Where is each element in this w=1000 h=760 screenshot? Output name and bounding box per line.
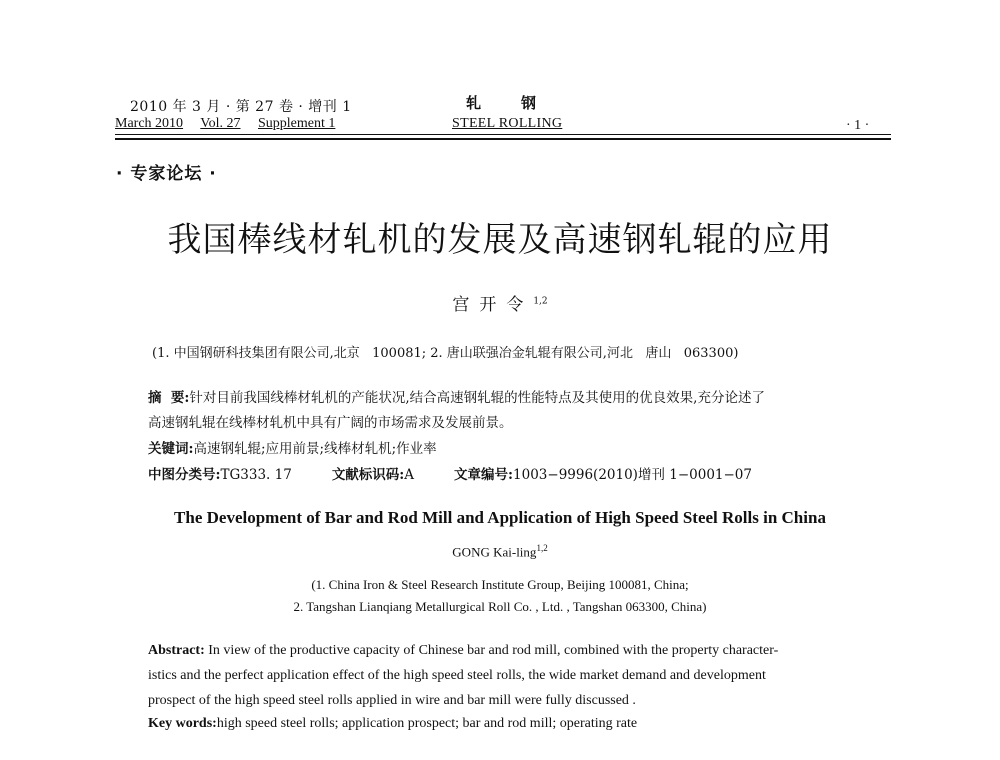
doc-code-label: 文献标识码: xyxy=(331,467,405,483)
author-en-name: GONG Kai-ling xyxy=(452,544,537,560)
article-no-label: 文章编号: xyxy=(454,467,514,483)
abstract-cn-text-1: 针对目前我国线棒材轧机的产能状况,结合高速钢轧辊的性能特点及其使用的优良效果,充分论述了 xyxy=(189,390,765,406)
paper-title-cn: 我国棒线材轧机的发展及高速钢轧辊的应用 xyxy=(167,220,833,260)
affiliation-en-line-1: (1. China Iron & Steel Research Institute Group, Beijing 100081, China; xyxy=(311,577,689,592)
keywords-en-text: high speed steel rolls; application prospect; bar and rod mill; operating rate xyxy=(216,716,638,731)
author-cn-affiliation-mark: 1,2 xyxy=(533,296,548,307)
journal-name-cn: 轧钢 xyxy=(466,94,577,112)
doc-code-value: A xyxy=(404,467,415,483)
journal-name-en: STEEL ROLLING xyxy=(452,116,563,131)
affiliation-en-line-2: 2. Tangshan Lianqiang Metallurgical Roll Co. , Ltd. , Tangshan 063300, China) xyxy=(293,599,707,614)
month-en: March 2010 xyxy=(115,116,184,131)
clc-value: TG333. 17 xyxy=(220,467,292,483)
page-number: · 1 · xyxy=(846,118,870,133)
author-cn xyxy=(0,290,1000,315)
abstract-en-line-2: istics and the perfect application effect of the high speed steel rolls, the wide market demand and development xyxy=(148,668,766,683)
keywords-cn-label: 关键词: xyxy=(148,441,194,457)
paper-title-en: The Development of Bar and Rod Mill and Application of High Speed Steel Rolls in China xyxy=(174,508,826,527)
author-en xyxy=(0,543,1000,560)
abstract-cn-line-2: 高速钢轧辊在线棒材轧机中具有广阔的市场需求及发展前景。 xyxy=(148,415,513,431)
abstract-en-text-1: In view of the productive capacity of Chinese bar and rod mill, combined with the property character- xyxy=(204,643,779,658)
keywords-en xyxy=(148,716,637,732)
header-rule-thick xyxy=(115,138,891,140)
abstract-en-label: Abstract: xyxy=(148,643,205,658)
issue-info-en xyxy=(115,116,349,132)
abstract-en-line-3: prospect of the high speed steel rolls applied in wire and bar mill were fully discussed . xyxy=(148,693,636,708)
affiliation-cn: (1. 中国钢研科技集团有限公司,北京 100081; 2. 唐山联强冶金轧辊有限公司,河北 唐山 063300) xyxy=(152,346,739,361)
keywords-cn-text: 高速钢轧辊;应用前景;线棒材轧机;作业率 xyxy=(193,441,437,457)
abstract-cn-line-1 xyxy=(148,386,765,406)
classification-line xyxy=(148,463,752,483)
author-cn-name: 宫开令 xyxy=(452,295,534,315)
header-rule-thin xyxy=(115,134,891,135)
volume-en: Vol. 27 xyxy=(200,116,241,131)
column-label: · 专家论坛 · xyxy=(116,164,217,184)
issue-info-cn: 2010 年 3 月 · 第 27 卷 · 增刊 1 xyxy=(130,99,352,115)
abstract-cn-label: 摘 要: xyxy=(148,390,190,406)
abstract-en-line-1 xyxy=(148,640,868,661)
keywords-cn xyxy=(148,437,437,457)
author-en-affiliation-mark: 1,2 xyxy=(536,543,548,553)
keywords-en-label: Key words: xyxy=(148,716,217,731)
article-no-value: 1003−9996(2010)增刊 1−0001−07 xyxy=(513,467,752,483)
clc-label: 中图分类号: xyxy=(148,467,221,483)
supplement-en: Supplement 1 xyxy=(258,116,336,131)
